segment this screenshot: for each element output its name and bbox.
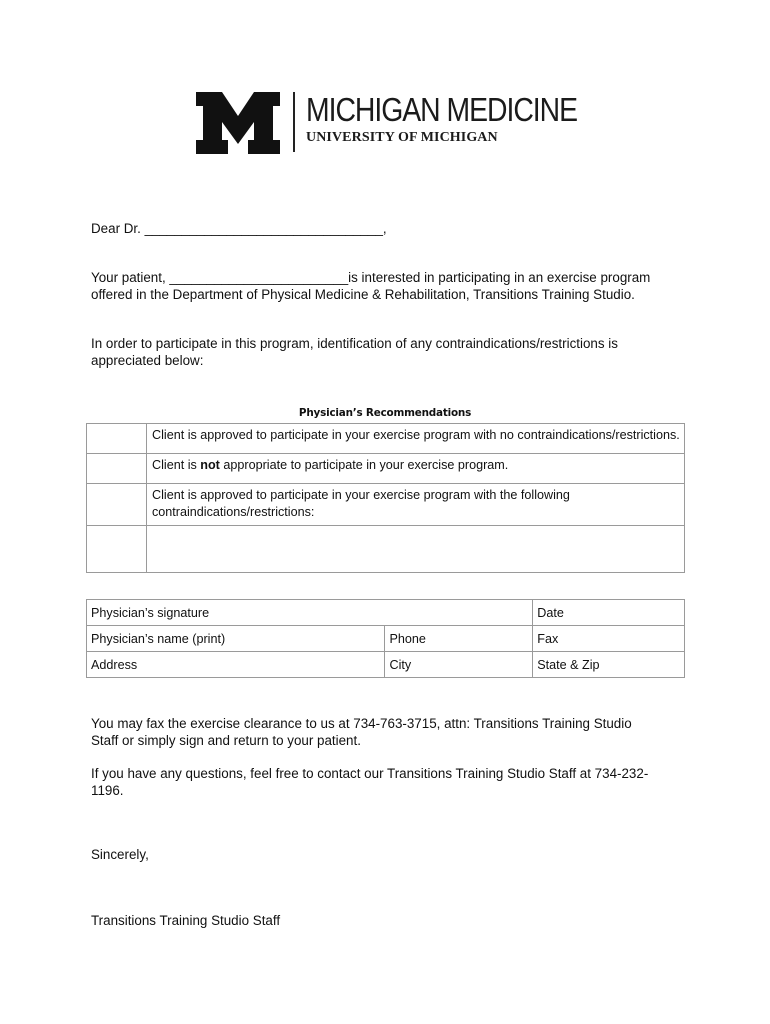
city-field[interactable]: City	[385, 652, 533, 678]
questions-paragraph-line-1: If you have any questions, feel free to contact our Transitions Training Studio Staff at 734-232-	[91, 766, 649, 781]
address-field[interactable]: Address	[87, 652, 385, 678]
option-2-suffix: appropriate to participate in your exercise program.	[219, 458, 509, 472]
option-2-checkbox[interactable]	[87, 454, 147, 484]
michigan-medicine-logo	[196, 90, 586, 156]
order-paragraph-line-1: In order to participate in this program, identification of any contraindications/restrictions is	[91, 336, 618, 351]
logo-divider	[293, 92, 295, 152]
fax-paragraph-line-2: Staff or simply sign and return to your patient.	[91, 733, 361, 748]
phone-field[interactable]: Phone	[385, 626, 533, 652]
order-paragraph-line-2: appreciated below:	[91, 353, 204, 368]
patient-paragraph-line-2: offered in the Department of Physical Medicine & Rehabilitation, Transitions Training Studio.	[91, 287, 635, 302]
option-1-label: Client is approved to participate in your exercise program with no contraindications/restrictions.	[147, 424, 685, 454]
restrictions-spacer-cell	[87, 526, 147, 573]
recommendations-title: Physician’s Recommendations	[298, 407, 472, 419]
state-zip-field[interactable]: State & Zip	[533, 652, 685, 678]
fax-paragraph-line-1: You may fax the exercise clearance to us at 734-763-3715, attn: Transitions Training Studio	[91, 716, 632, 731]
logo-title: MICHIGAN MEDICINE	[306, 91, 578, 128]
patient-paragraph-line-1: Your patient, ________________________is interested in participating in an exercise program	[91, 270, 651, 285]
option-3-checkbox[interactable]	[87, 484, 147, 526]
salutation: Dear Dr. ________________________________,	[91, 221, 387, 236]
recommendations-table	[86, 423, 685, 573]
option-2-prefix: Client is	[152, 458, 201, 472]
logo-subtitle: UNIVERSITY OF MICHIGAN	[306, 130, 498, 145]
fax-field[interactable]: Fax	[533, 626, 685, 652]
block-m-icon	[196, 92, 280, 154]
signoff: Transitions Training Studio Staff	[91, 913, 281, 928]
questions-paragraph-line-2: 1196.	[91, 783, 124, 798]
option-2-label	[147, 454, 685, 484]
option-3-label-line-1: Client is approved to participate in your exercise program with the following	[152, 488, 570, 502]
option-3-label-line-2: contraindications/restrictions:	[152, 505, 315, 519]
option-2-bold-word: not	[200, 458, 220, 472]
physician-name-field[interactable]: Physician’s name (print)	[87, 626, 385, 652]
physician-signature-field[interactable]: Physician’s signature	[87, 600, 533, 626]
option-1-checkbox[interactable]	[87, 424, 147, 454]
physician-info-table	[86, 599, 685, 678]
sincerely: Sincerely,	[91, 847, 149, 862]
date-field[interactable]: Date	[533, 600, 685, 626]
restrictions-input[interactable]	[147, 526, 685, 573]
option-3-label	[147, 484, 685, 526]
